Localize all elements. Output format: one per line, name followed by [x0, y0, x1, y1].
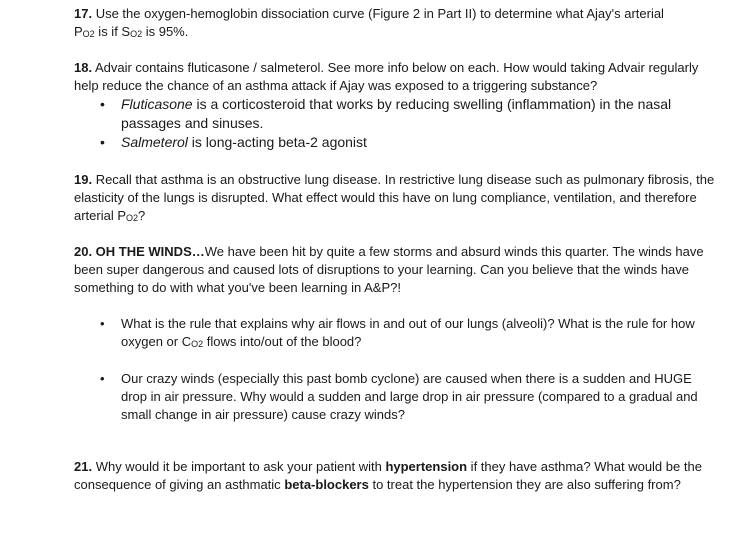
question-text: to treat the hypertension they are also suffering from?	[368, 477, 681, 492]
subscript: O2	[130, 29, 143, 39]
bullet-icon: •	[100, 96, 105, 112]
term: Salmeterol	[121, 134, 188, 150]
question-text: if they have asthma? What would be the consequence of giving an asthmatic	[74, 459, 702, 492]
bullet-icon: •	[100, 316, 105, 331]
list-item	[100, 370, 710, 424]
question-title: 20. OH THE WINDS…	[74, 244, 205, 259]
keyword: hypertension	[385, 459, 468, 474]
question-text: is if S	[94, 24, 131, 39]
question-20-bullet-1	[100, 315, 710, 353]
question-20-bullet-2	[100, 370, 710, 424]
list-item-text: Our crazy winds (especially this past bomb cyclone) are caused when there is a sudden and HUGE drop in air pressure. Why would a sudden and large drop in air pressure (compared to a gradual and small change in air pressure) cause crazy winds?	[121, 371, 698, 422]
question-text: Use the oxygen-hemoglobin dissociation curve (Figure 2 in Part II) to determine what Ajay's arterial	[92, 6, 664, 21]
list-item-text: flows into/out of the blood?	[203, 334, 362, 349]
keyword: beta-blockers	[284, 477, 369, 492]
question-text: is 95%.	[142, 24, 189, 39]
list-item-text: What is the rule that explains why air flows in and out of our lungs (alveoli)? What is the rule for how oxygen or C	[121, 316, 695, 349]
question-number: 17.	[74, 6, 93, 21]
list-item	[100, 315, 710, 353]
question-18	[74, 59, 724, 95]
subscript: O2	[82, 29, 95, 39]
term: Fluticasone	[121, 96, 193, 112]
question-17	[74, 5, 724, 43]
question-text: Advair contains fluticasone / salmeterol. See more info below on each. How would taking Advair regularly help reduce the chance of an asthma attack if Ajay was exposed to a triggering substance?	[74, 60, 699, 93]
list-item	[100, 133, 710, 152]
list-item-text: is long-acting beta-2 agonist	[187, 134, 367, 150]
list-item-text: is a corticosteroid that works by reducing swelling (inflammation) in the nasal passages and sinuses.	[121, 96, 672, 131]
symbol-p: P	[74, 24, 83, 39]
subscript: O2	[191, 339, 204, 349]
question-text: ?	[138, 208, 146, 223]
question-18-bullets	[100, 95, 710, 152]
list-item	[100, 95, 710, 133]
question-number: 21.	[74, 459, 93, 474]
subscript: O2	[126, 213, 139, 223]
question-number: 19.	[74, 172, 93, 187]
question-21	[74, 458, 724, 494]
question-text: Why would it be important to ask your patient with	[92, 459, 386, 474]
bullet-icon: •	[100, 134, 105, 150]
question-20	[74, 243, 724, 297]
question-text: Recall that asthma is an obstructive lung disease. In restrictive lung disease such as pulmonary fibrosis, the elasticity of the lungs is disrupted. What effect would this have on lung compliance, ventilation, and therefore arterial P	[74, 172, 715, 223]
question-text: We have been hit by quite a few storms and absurd winds this quarter. The winds have been super dangerous and caused lots of disruptions to your learning. Can you believe that the winds have something to do with what you've been learning in A&P?!	[74, 244, 704, 295]
question-number: 18.	[74, 60, 93, 75]
question-19	[74, 171, 724, 227]
bullet-icon: •	[100, 371, 105, 386]
